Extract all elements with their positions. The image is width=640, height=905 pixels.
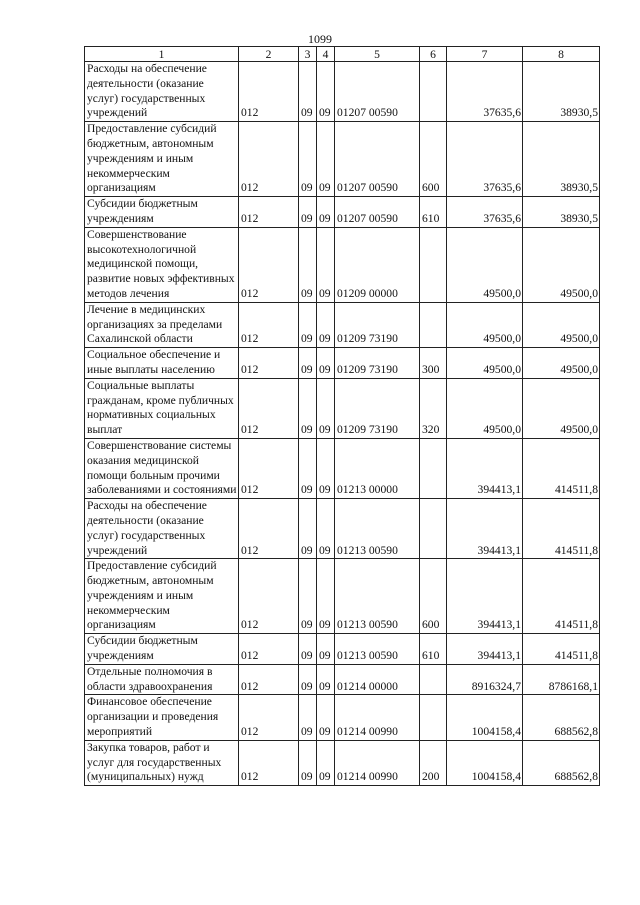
target-article-code: 01207 00590 [335, 197, 420, 228]
section-code: 09 [299, 378, 317, 438]
subsection-code: 09 [317, 197, 335, 228]
target-article-code: 01213 00590 [335, 634, 420, 665]
table-row [85, 740, 600, 785]
budget-table [84, 46, 600, 786]
expense-type-code: 610 [420, 197, 447, 228]
amount-year-2: 38930,5 [523, 197, 600, 228]
amount-year-2: 414511,8 [523, 438, 600, 498]
amount-year-1: 1004158,4 [447, 695, 523, 740]
target-article-code: 01209 00000 [335, 227, 420, 302]
amount-year-1: 49500,0 [447, 302, 523, 347]
amount-year-1: 394413,1 [447, 438, 523, 498]
page-number: 1099 [308, 32, 332, 46]
table-row [85, 122, 600, 197]
expense-type-code: 610 [420, 634, 447, 665]
target-article-code: 01213 00590 [335, 499, 420, 559]
table-row [85, 664, 600, 695]
row-item-name: Совершенствование системы оказания медицинской помощи больным прочими заболеваниями и состояниями [85, 438, 239, 498]
expense-type-code [420, 664, 447, 695]
section-code: 09 [299, 499, 317, 559]
section-code: 09 [299, 227, 317, 302]
admin-code: 012 [239, 197, 299, 228]
section-code: 09 [299, 122, 317, 197]
section-code: 09 [299, 695, 317, 740]
col-header-8: 8 [523, 47, 600, 62]
admin-code: 012 [239, 664, 299, 695]
table-header-row [85, 47, 600, 62]
subsection-code: 09 [317, 302, 335, 347]
table-row [85, 197, 600, 228]
table-row [85, 302, 600, 347]
col-header-4: 4 [317, 47, 335, 62]
section-code: 09 [299, 302, 317, 347]
amount-year-2: 49500,0 [523, 378, 600, 438]
amount-year-2: 49500,0 [523, 227, 600, 302]
table-row [85, 438, 600, 498]
amount-year-1: 37635,6 [447, 197, 523, 228]
table-body [85, 62, 600, 786]
admin-code: 012 [239, 378, 299, 438]
amount-year-1: 394413,1 [447, 559, 523, 634]
subsection-code: 09 [317, 122, 335, 197]
row-item-name: Предоставление субсидий бюджетным, автономным учреждениям и иным некоммерческим организациям [85, 559, 239, 634]
amount-year-1: 394413,1 [447, 634, 523, 665]
target-article-code: 01207 00590 [335, 62, 420, 122]
row-item-name: Субсидии бюджетным учреждениям [85, 197, 239, 228]
expense-type-code [420, 499, 447, 559]
target-article-code: 01209 73190 [335, 348, 420, 379]
subsection-code: 09 [317, 438, 335, 498]
target-article-code: 01214 00990 [335, 740, 420, 785]
row-item-name: Лечение в медицинских организациях за пределами Сахалинской области [85, 302, 239, 347]
target-article-code: 01214 00000 [335, 664, 420, 695]
subsection-code: 09 [317, 559, 335, 634]
subsection-code: 09 [317, 664, 335, 695]
row-item-name: Социальные выплаты гражданам, кроме публичных нормативных социальных выплат [85, 378, 239, 438]
admin-code: 012 [239, 499, 299, 559]
amount-year-1: 49500,0 [447, 348, 523, 379]
amount-year-1: 8916324,7 [447, 664, 523, 695]
admin-code: 012 [239, 62, 299, 122]
col-header-2: 2 [239, 47, 299, 62]
amount-year-1: 49500,0 [447, 227, 523, 302]
col-header-7: 7 [447, 47, 523, 62]
target-article-code: 01209 73190 [335, 302, 420, 347]
expense-type-code [420, 227, 447, 302]
col-header-6: 6 [420, 47, 447, 62]
table-row [85, 634, 600, 665]
section-code: 09 [299, 559, 317, 634]
amount-year-1: 37635,6 [447, 122, 523, 197]
section-code: 09 [299, 740, 317, 785]
amount-year-2: 49500,0 [523, 302, 600, 347]
row-item-name: Субсидии бюджетным учреждениям [85, 634, 239, 665]
table-row [85, 695, 600, 740]
amount-year-2: 38930,5 [523, 62, 600, 122]
expense-type-code: 200 [420, 740, 447, 785]
admin-code: 012 [239, 559, 299, 634]
admin-code: 012 [239, 634, 299, 665]
subsection-code: 09 [317, 499, 335, 559]
table-row [85, 227, 600, 302]
admin-code: 012 [239, 438, 299, 498]
table-row [85, 559, 600, 634]
row-item-name: Отдельные полномочия в области здравоохранения [85, 664, 239, 695]
col-header-1: 1 [85, 47, 239, 62]
subsection-code: 09 [317, 378, 335, 438]
amount-year-1: 49500,0 [447, 378, 523, 438]
amount-year-1: 1004158,4 [447, 740, 523, 785]
row-item-name: Совершенствование высокотехнологичной медицинской помощи, развитие новых эффективных методов лечения [85, 227, 239, 302]
section-code: 09 [299, 664, 317, 695]
amount-year-1: 394413,1 [447, 499, 523, 559]
expense-type-code: 320 [420, 378, 447, 438]
admin-code: 012 [239, 740, 299, 785]
amount-year-2: 8786168,1 [523, 664, 600, 695]
table-row [85, 348, 600, 379]
subsection-code: 09 [317, 695, 335, 740]
row-item-name: Закупка товаров, работ и услуг для государственных (муниципальных) нужд [85, 740, 239, 785]
row-item-name: Предоставление субсидий бюджетным, автономным учреждениям и иным некоммерческим организациям [85, 122, 239, 197]
amount-year-2: 38930,5 [523, 122, 600, 197]
expense-type-code [420, 302, 447, 347]
amount-year-2: 414511,8 [523, 634, 600, 665]
admin-code: 012 [239, 348, 299, 379]
expense-type-code: 600 [420, 122, 447, 197]
section-code: 09 [299, 634, 317, 665]
expense-type-code [420, 62, 447, 122]
row-item-name: Социальное обеспечение и иные выплаты населению [85, 348, 239, 379]
admin-code: 012 [239, 302, 299, 347]
target-article-code: 01214 00990 [335, 695, 420, 740]
section-code: 09 [299, 348, 317, 379]
row-item-name: Расходы на обеспечение деятельности (оказание услуг) государственных учреждений [85, 62, 239, 122]
section-code: 09 [299, 197, 317, 228]
table-row [85, 378, 600, 438]
table-row [85, 499, 600, 559]
row-item-name: Расходы на обеспечение деятельности (оказание услуг) государственных учреждений [85, 499, 239, 559]
expense-type-code [420, 695, 447, 740]
target-article-code: 01213 00590 [335, 559, 420, 634]
amount-year-2: 414511,8 [523, 559, 600, 634]
col-header-5: 5 [335, 47, 420, 62]
target-article-code: 01209 73190 [335, 378, 420, 438]
subsection-code: 09 [317, 62, 335, 122]
section-code: 09 [299, 438, 317, 498]
subsection-code: 09 [317, 348, 335, 379]
col-header-3: 3 [299, 47, 317, 62]
amount-year-2: 414511,8 [523, 499, 600, 559]
subsection-code: 09 [317, 227, 335, 302]
amount-year-1: 37635,6 [447, 62, 523, 122]
row-item-name: Финансовое обеспечение организации и проведения мероприятий [85, 695, 239, 740]
expense-type-code: 300 [420, 348, 447, 379]
expense-type-code [420, 438, 447, 498]
table-row [85, 62, 600, 122]
amount-year-2: 688562,8 [523, 695, 600, 740]
admin-code: 012 [239, 695, 299, 740]
target-article-code: 01207 00590 [335, 122, 420, 197]
subsection-code: 09 [317, 634, 335, 665]
subsection-code: 09 [317, 740, 335, 785]
admin-code: 012 [239, 122, 299, 197]
amount-year-2: 49500,0 [523, 348, 600, 379]
amount-year-2: 688562,8 [523, 740, 600, 785]
section-code: 09 [299, 62, 317, 122]
expense-type-code: 600 [420, 559, 447, 634]
target-article-code: 01213 00000 [335, 438, 420, 498]
admin-code: 012 [239, 227, 299, 302]
